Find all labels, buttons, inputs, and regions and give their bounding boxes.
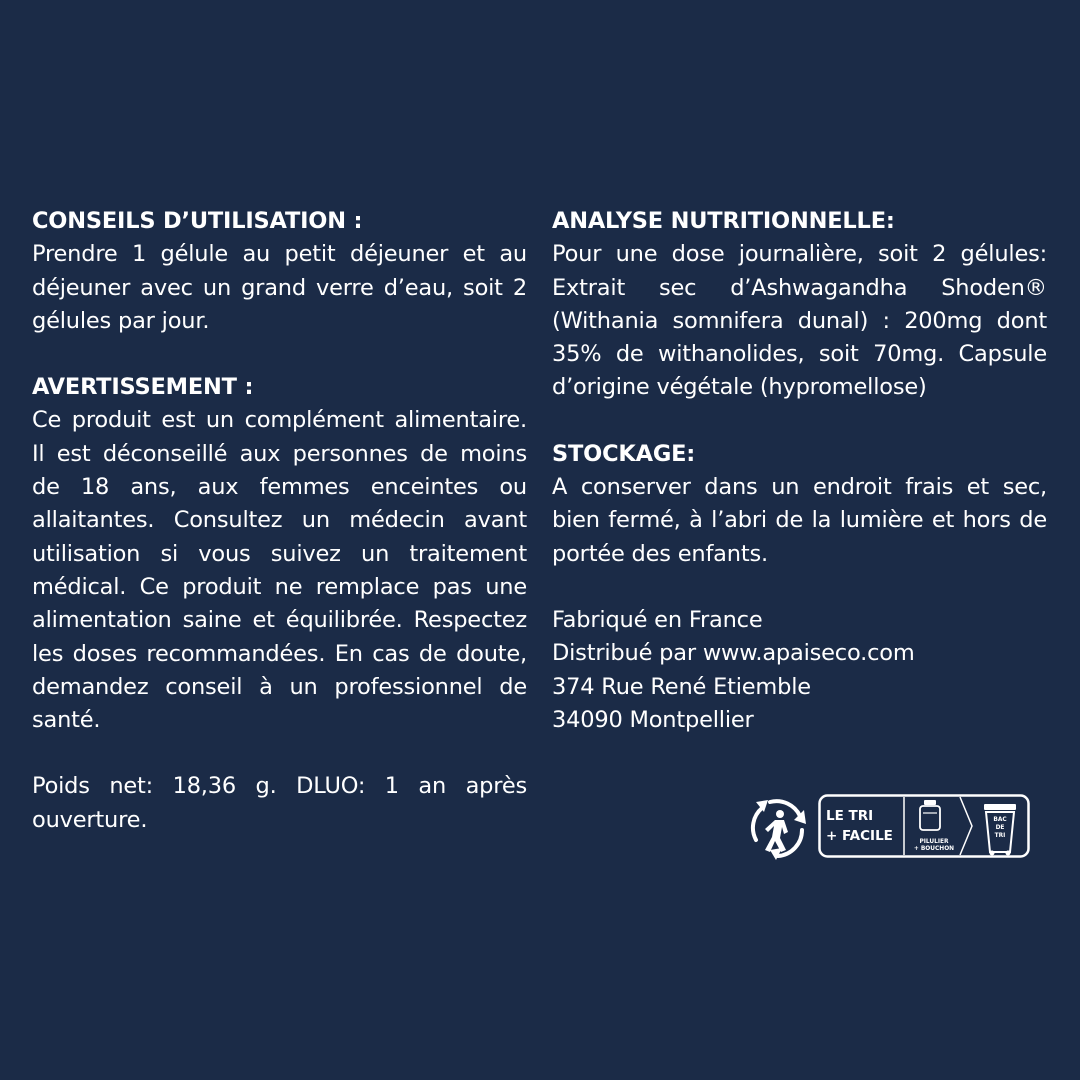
nutrition-section — [552, 205, 1047, 405]
bin-label-1: BAC — [993, 815, 1007, 823]
weight-text: Poids net: 18,36 g. DLUO: 1 an après ouverture. — [32, 773, 527, 833]
storage-text: A conserver dans un endroit frais et sec, bien fermé, à l’abri de la lumière et hors de portée des enfants. — [552, 474, 1047, 567]
left-column — [32, 205, 527, 870]
right-column — [552, 205, 1047, 770]
item-label-2: + BOUCHON — [913, 844, 955, 852]
storage-heading: STOCKAGE: — [552, 440, 696, 467]
tri-label-1: LE TRI — [826, 808, 874, 824]
distributor-text: Distribué par www.apaiseco.com — [552, 640, 915, 667]
bin-label-2: DE — [995, 823, 1005, 831]
usage-text: Prendre 1 gélule au petit déjeuner et au déjeuner avec un grand verre d’eau, soit 2 gélules par jour. — [32, 241, 527, 334]
warning-text: Ce produit est un complément alimentaire. Il est déconseillé aux personnes de moins de 18 ans, aux femmes enceintes ou allaitantes. Consultez un médecin avant utilisation si vous suivez un traitement médical. Ce produit ne remplace pas une alimentation saine et équilibrée. Respectez les doses recommandées. En cas de doute, demandez conseil à un professionnel de santé. — [32, 407, 527, 734]
warning-heading: AVERTISSEMENT : — [32, 374, 254, 401]
warning-section — [32, 371, 527, 737]
bin-label-3: TRI — [994, 831, 1006, 839]
tri-label-2: + FACILE — [826, 828, 893, 844]
made-in-text: Fabriqué en France — [552, 606, 763, 633]
jar-icon — [920, 800, 940, 830]
usage-heading: CONSEILS D’UTILISATION : — [32, 208, 363, 234]
weight-section — [32, 770, 527, 837]
nutrition-heading: ANALYSE NUTRITIONNELLE: — [552, 208, 895, 234]
triman-icon — [742, 794, 812, 860]
street-address: 374 Rue René Etiemble — [552, 673, 811, 700]
origin-section — [552, 604, 1047, 737]
nutrition-text: Pour une dose journalière, soit 2 gélules: Extrait sec d’Ashwagandha Shoden® (Withania somnifera dunal) : 200mg dont 35% de withanolides, soit 70mg. Capsule d’origine végétale (hypromellose) — [552, 241, 1047, 401]
storage-section — [552, 438, 1047, 571]
item-label-1: PILULIER — [919, 837, 949, 845]
recycling-info — [742, 792, 1034, 862]
usage-section — [32, 205, 527, 338]
city-address: 34090 Montpellier — [552, 706, 754, 733]
